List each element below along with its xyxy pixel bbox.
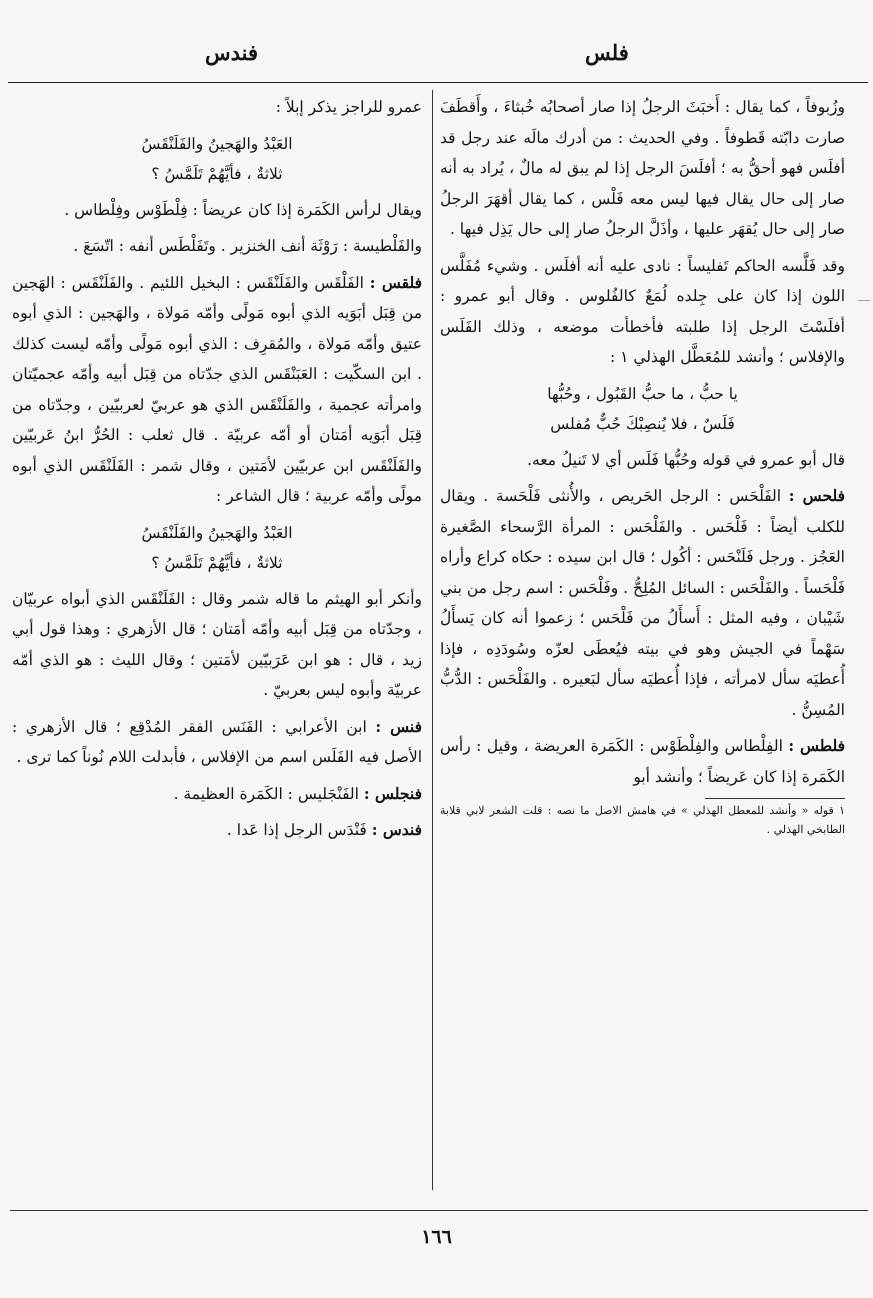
running-head-right: فلس [585,40,629,65]
entry-body: فَنْدَس الرجل إذا عَدا . [226,821,367,839]
entry-falhas [440,481,845,725]
entry-body: الفَلْقَس والفَلَنْقَس : البخيل اللئيم . والفَلَنْقَس : الهَجين من قِبَل أبَوَيه الذي أبوه مَولًى وأمّه مَولاة ، والهَجين : الذي أبوه عتيق وأمّه مَولاة ، والمُقرِف : الذي أبوه مَولًى وأمّه ليست كذلك . ابن السكّيت : العَبَنْقَس الذي جدّتاه من قِبَل أبيه وأمّه عجميّتان وامرأته عجمية ، والفَلَنْقَس الذي هو عربيّ لعربيّين ، وجدّتاه من قِبَل أبَوَيه أمَتان أو أمّه عربيّة . قال ثعلب : الحُرُّ ابنُ عَربيّين والفَلَنْقَس ابن عربيّين لأمَتين ، وقال شمر : الفَلَنْقَس الذي أبوه مولًى وأمّه عربية ؛ قال الشاعر : [12,273,422,505]
paragraph: ويقال لرأس الكَمَرة إذا كان عريضاً : فِلْطَوْس وفِلْطاس . [64,200,422,219]
headword: فنس : [375,716,422,736]
verse [440,379,845,439]
page-number: ١٦٦ [421,1226,452,1248]
column-divider [432,90,433,1190]
paragraph: وأنكر أبو الهيثم ما قاله شمر وقال : الفَلَنْقَس الذي أبواه عربيّان ، وجدّتاه من قِبَل أبيه وأمّه أمَتان ؛ قال الأزهري : وهذا قول أبي زيد ، قال : هو ابن عَرَبيّين لأمَتين ؛ وقال الليث : هو الذي أمّه عربيّة وأبوه ليس بعربيّ . [12,589,422,699]
verse-line: العَبْدُ والهَجينُ والفَلَنْقَسُ [141,523,293,542]
headword: فندس : [371,820,422,839]
verse-line: فَلَسٌ ، فلا يُنصِبْكَ حُبٌّ مُفلس [550,414,735,433]
entry-body: الفَلْحَس : الرجل الحَريص ، والأُنثى فَلْحَسة . ويقال للكلب أيضاً : فَلْحَس . والفَلْحَس : المرأة الرَّسحاء الصَّغيرة العَجُز . ورجل فَلَنْحَس : أكُول ؛ قال ابن سيده : حكاه كراع وأراه فَلْحَساً . والفَلْحَس : السائل المُلِحُّ . وفَلْحَس : اسم رجل من بني شَيْبان ، وفيه المثل : أَسأَلُ من فَلْحَس ؛ زعموا أنه كان يَسأَلُ سَهْماً في الجيش وهو في بيته فيُعطَى لعزّه وسُودَدِه ، فإذا أُعطيَه سأل لامرأته ، فإذا أُعطيَه سأل لبَعيره . والفَلْحَس : الدُّبُّ المُسِنُّ . [440,487,845,719]
paragraph: وقد فَلَّسه الحاكم تَفليساً : نادى عليه أنه أفلَس . وشيء مُفَلَّس اللون إذا كان على جِلده لُمَعٌ كالفُلوس . وقال أبو عمرو : أفلَسْتَ الرجل إذا طلبته فأخطأت موضعه ، وذلك الفَلَس والإفلاس ؛ وأنشد للمُعَطَّل الهذلي ١ : [440,256,845,366]
verse [12,129,422,189]
verse-line: ثلاثةٌ ، فأيَّهُمْ تَلَمَّسُ ؟ [151,553,283,572]
entry-continuation: عمرو للراجز يذكر إبلاً : [275,98,422,116]
verse-line: يا حبُّ ، ما حبُّ القَبُول ، وحُبُّها [547,384,738,403]
header-rule [8,82,868,83]
entry-falqas [12,268,422,512]
headword: فلقس : [369,272,422,292]
footnote-rule [705,798,845,799]
verse-line: العَبْدُ والهَجينُ والفَلَنْقَسُ [141,134,293,153]
entry-continuation: وزُبوفاً ، كما يقال : أَخبَثَ الرجلُ إذا صار أصحابُه خُبثاءَ ، وأَقطَفَ صارت دابّته قَطوفاً . وفي الحديث : من أدرك مالَه عند رجل قد أفلَس فهو أحقُّ به ؛ أفلَسَ الرجل إذا لم يبق له مالٌ ، يُراد به أنه صار إلى حال يقال فيها ليس معه فَلْس ، كما يقال أقهَرَ الرجلُ صار إلى حال يُقهَر عليها ، وأذَلَّ الرجلُ صار إلى حال يَذِل فيها . [440,98,845,238]
entry-fanjalis [12,779,422,810]
entry-fandas [12,815,422,846]
verse-line: ثلاثةٌ ، فأيَّهُمْ تَلَمَّسُ ؟ [151,164,283,183]
headword: فنجلس : [363,783,422,803]
footnote: ١ قوله « وأنشد للمعطل الهذلي » في هامش الاصل ما نصه : قلت الشعر لابي قلابة الطابخي الهذلي . [440,804,845,836]
headword: فلطس : [788,736,845,755]
margin-mark [858,300,870,301]
headword: فلحس : [788,486,845,505]
entry-body: الفَنْجَليس : الكَمَرة العظيمة . [173,784,359,803]
left-column [12,92,422,852]
paragraph: والفَلْطيسة : رَوْثَة أنف الخنزير . وتَفَلْطَس أنفه : اتّسَعَ . [73,237,422,255]
running-head-left: فندس [205,40,259,65]
paragraph: قال أبو عمرو في قوله وحُبُّها فَلَس أي لا تَنيلُ معه. [527,450,845,469]
footer-rule [10,1210,868,1211]
right-column [440,92,845,845]
entry-fanas [12,712,422,773]
entry-body: ابن الأعرابي : الفَنَس الفقر المُدْقِع ؛ قال الأزهري : الأصل فيه الفَلَس اسم من الإفلاس ، فأبدلت اللام نُوناً كما ترى . [12,717,422,766]
entry-body: الفِلْطاس والفِلْطَوْس : الكَمَرة العريضة ، وقيل : رأس الكَمَرة إذا كان عَريضاً ؛ وأنشد أبو [440,737,845,786]
verse [12,518,422,578]
entry-falatas [440,731,845,792]
